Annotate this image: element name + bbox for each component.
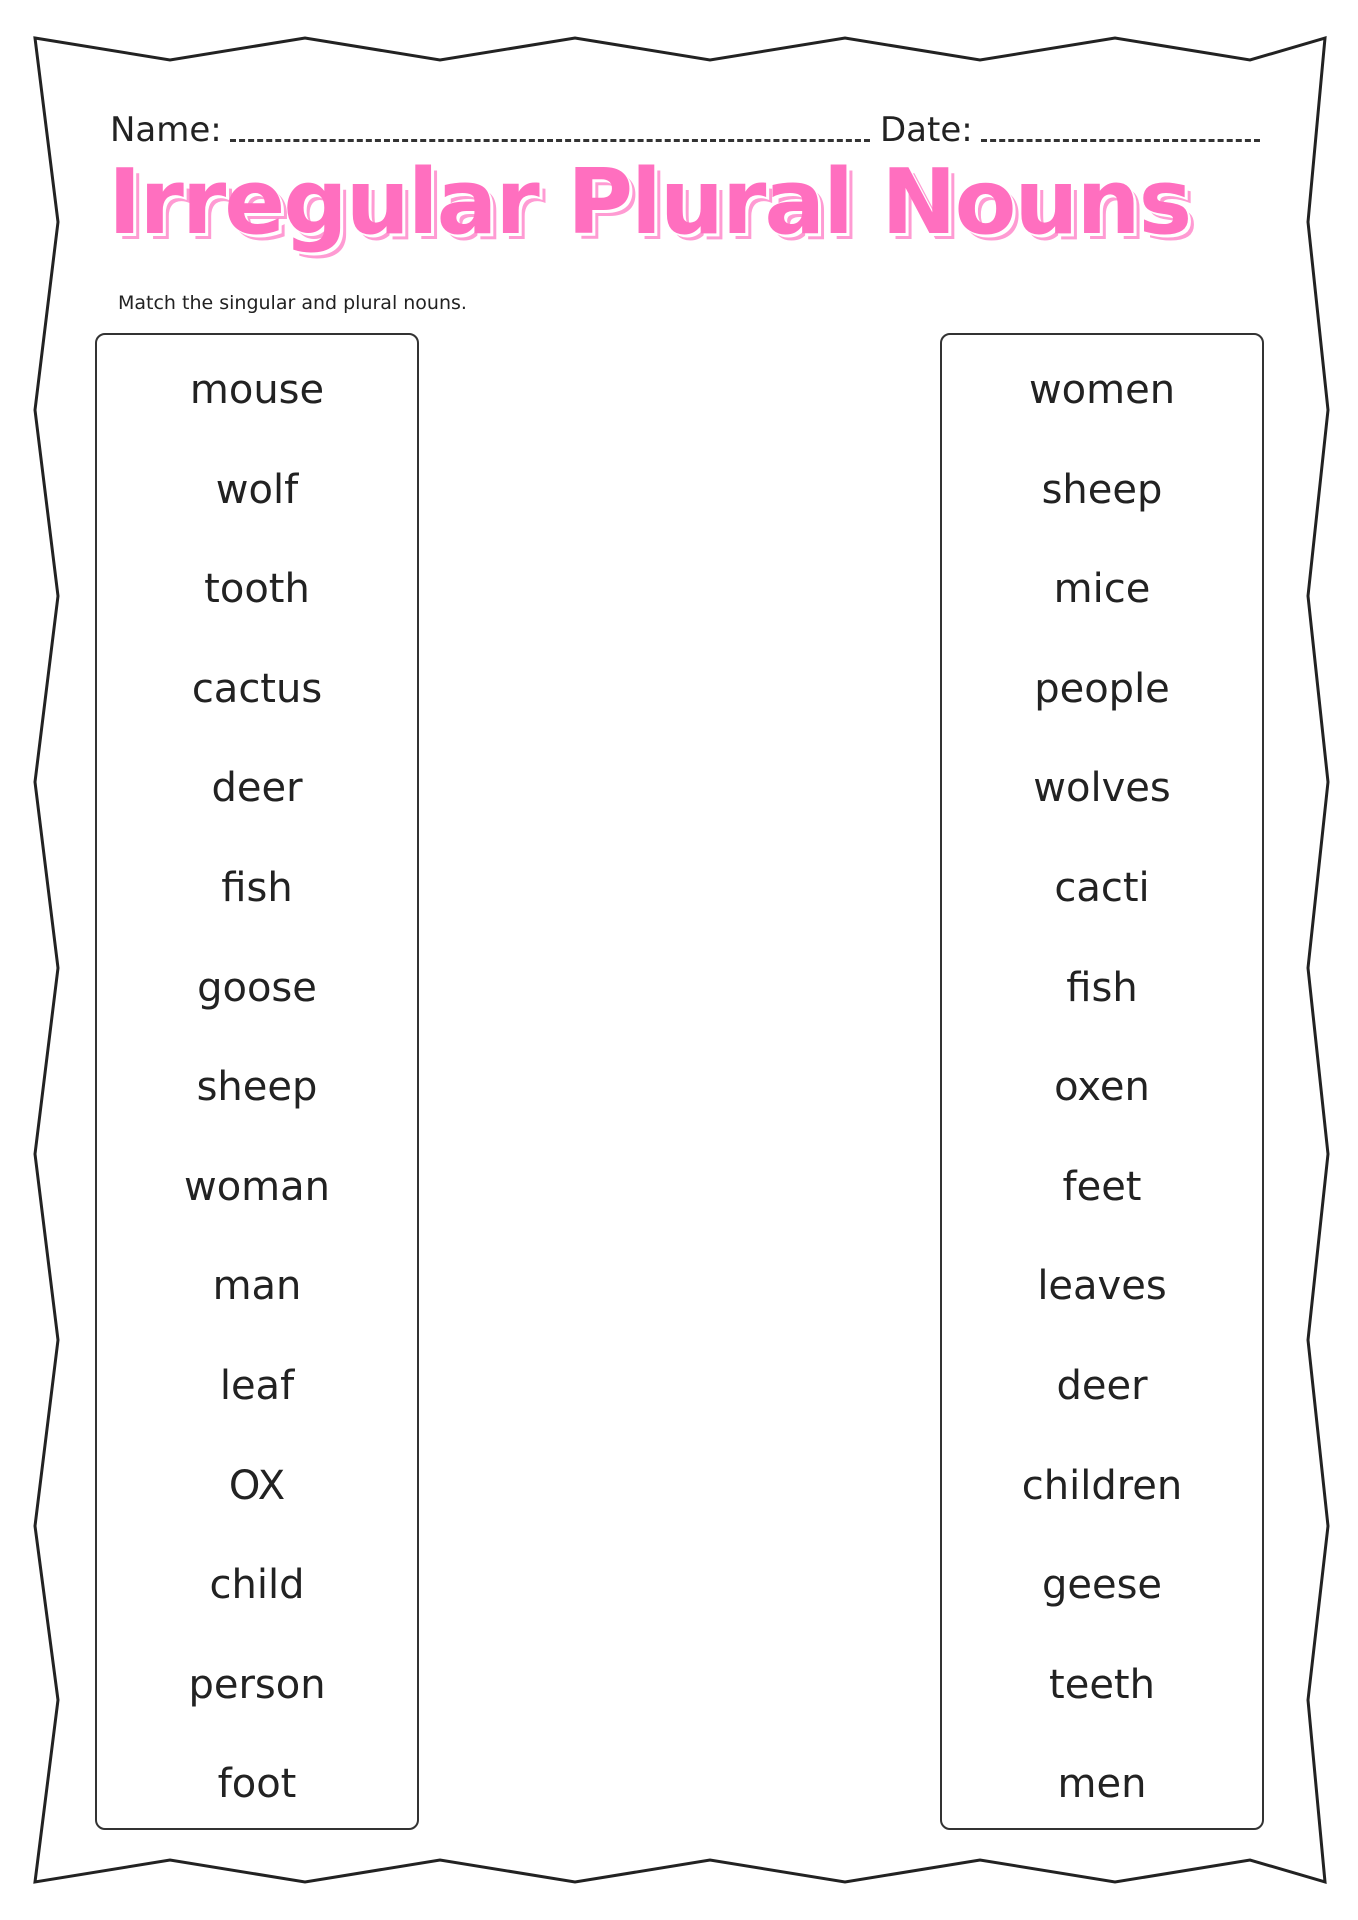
plural-noun[interactable]: oxen [1054, 1064, 1150, 1111]
singular-noun[interactable]: sheep [196, 1064, 318, 1111]
singular-noun[interactable]: OX [228, 1462, 286, 1509]
plural-noun[interactable]: women [1028, 367, 1176, 413]
singular-noun[interactable]: wolf [215, 466, 299, 513]
singular-noun[interactable]: child [209, 1562, 305, 1609]
singular-noun[interactable]: woman [183, 1163, 330, 1210]
instruction-text: Match the singular and plural nouns. [118, 292, 467, 314]
singular-noun[interactable]: man [212, 1263, 302, 1310]
worksheet-title: Irregular Plural Nouns [108, 150, 1191, 255]
plural-noun[interactable]: feet [1062, 1163, 1142, 1210]
name-label: Name: [110, 110, 222, 150]
singular-noun[interactable]: foot [217, 1761, 297, 1808]
plural-noun[interactable]: leaves [1037, 1263, 1167, 1310]
singular-noun[interactable]: tooth [204, 566, 310, 613]
singular-noun[interactable]: leaf [219, 1362, 295, 1409]
plural-noun[interactable]: mice [1053, 566, 1151, 613]
singular-noun[interactable]: goose [197, 964, 317, 1011]
singular-noun[interactable]: person [188, 1661, 326, 1708]
plural-noun[interactable]: cacti [1054, 864, 1150, 911]
plural-nouns-box [940, 333, 1264, 1830]
name-blank-line[interactable] [230, 139, 870, 142]
plural-noun[interactable]: teeth [1049, 1661, 1155, 1708]
singular-noun[interactable]: deer [211, 765, 303, 812]
date-field[interactable] [880, 100, 1260, 150]
singular-noun[interactable]: fish [221, 864, 293, 911]
plural-noun[interactable]: geese [1041, 1562, 1163, 1609]
date-label: Date: [880, 110, 973, 150]
plural-noun[interactable]: wolves [1033, 765, 1171, 812]
plural-noun[interactable]: fish [1066, 964, 1138, 1011]
plural-noun[interactable]: deer [1056, 1362, 1148, 1409]
plural-noun[interactable]: sheep [1041, 466, 1163, 513]
singular-noun[interactable]: cactus [191, 665, 323, 712]
singular-nouns-box [95, 333, 419, 1830]
plural-noun[interactable]: children [1021, 1462, 1183, 1509]
plural-noun[interactable]: people [1034, 665, 1170, 712]
name-field[interactable] [110, 100, 870, 150]
date-blank-line[interactable] [981, 139, 1260, 142]
singular-noun[interactable]: mouse [189, 367, 325, 413]
plural-noun[interactable]: men [1057, 1761, 1147, 1808]
